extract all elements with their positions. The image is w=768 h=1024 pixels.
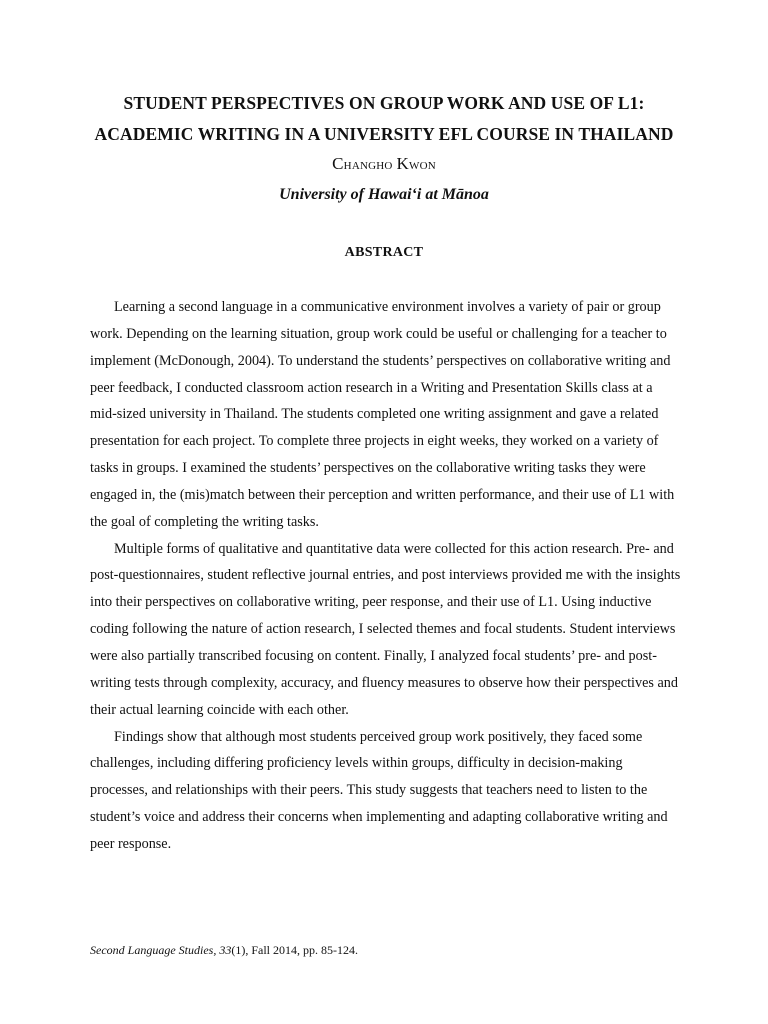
footer-volume: 33 bbox=[219, 943, 232, 957]
author-name bbox=[0, 154, 768, 174]
footer-details: (1), Fall 2014, pp. 85-124. bbox=[231, 943, 358, 957]
paper-title-line-1: STUDENT PERSPECTIVES ON GROUP WORK AND USE OF L1: bbox=[123, 93, 645, 113]
footer-journal: Second Language Studies, bbox=[90, 943, 217, 957]
author-last-initial: K bbox=[396, 154, 409, 173]
citation-footer bbox=[90, 943, 358, 958]
author-last-rest: won bbox=[408, 157, 436, 173]
abstract-paragraph: Findings show that although most students perceived group work positively, they faced some challenges, including differing proficiency levels within groups, difficulty in decision-making processes, and relationships with their peers. This study suggests that teachers need to listen to the student’s voice and address their concerns when implementing and adapting collaborative writing and peer response. bbox=[90, 728, 668, 852]
abstract-paragraph: Multiple forms of qualitative and quantitative data were collected for this action research. Pre- and post-questionnaires, student reflective journal entries, and post interviews provided me with the insights into their perspectives on collaborative writing, peer response, and their use of L1. Using inductive coding following the nature of action research, I selected themes and focal students. Student interviews were also partially transcribed focusing on content. Finally, I analyzed focal students’ pre- and post-writing tests through complexity, accuracy, and fluency measures to observe how their perspectives and their actual learning coincide with each other. bbox=[90, 540, 681, 718]
abstract-paragraph: Learning a second language in a communicative environment involves a variety of pair or group work. Depending on the learning situation, group work could be useful or challenging for a teacher to implement (McDonough, 2004). To understand the students’ perspectives on collaborative writing and peer feedback, I conducted classroom action research in a Writing and Presentation Skills class at a mid-sized university in Thailand. The students completed one writing assignment and gave a related presentation for each project. To complete three projects in eight weeks, they worked on a variety of tasks in groups. I examined the students’ perspectives on the collaborative writing tasks they were engaged in, the (mis)match between their perception and written performance, and their use of L1 with the goal of completing the writing tasks. bbox=[90, 299, 675, 530]
author-affiliation: University of Hawai‘i at Mānoa bbox=[279, 186, 489, 203]
author-first-initial: C bbox=[332, 154, 344, 173]
author-first-rest: hangho bbox=[343, 157, 393, 173]
abstract-body bbox=[90, 294, 682, 858]
abstract-heading: ABSTRACT bbox=[344, 245, 424, 260]
paper-title-line-2: ACADEMIC WRITING IN A UNIVERSITY EFL COURSE IN THAILAND bbox=[94, 124, 674, 144]
